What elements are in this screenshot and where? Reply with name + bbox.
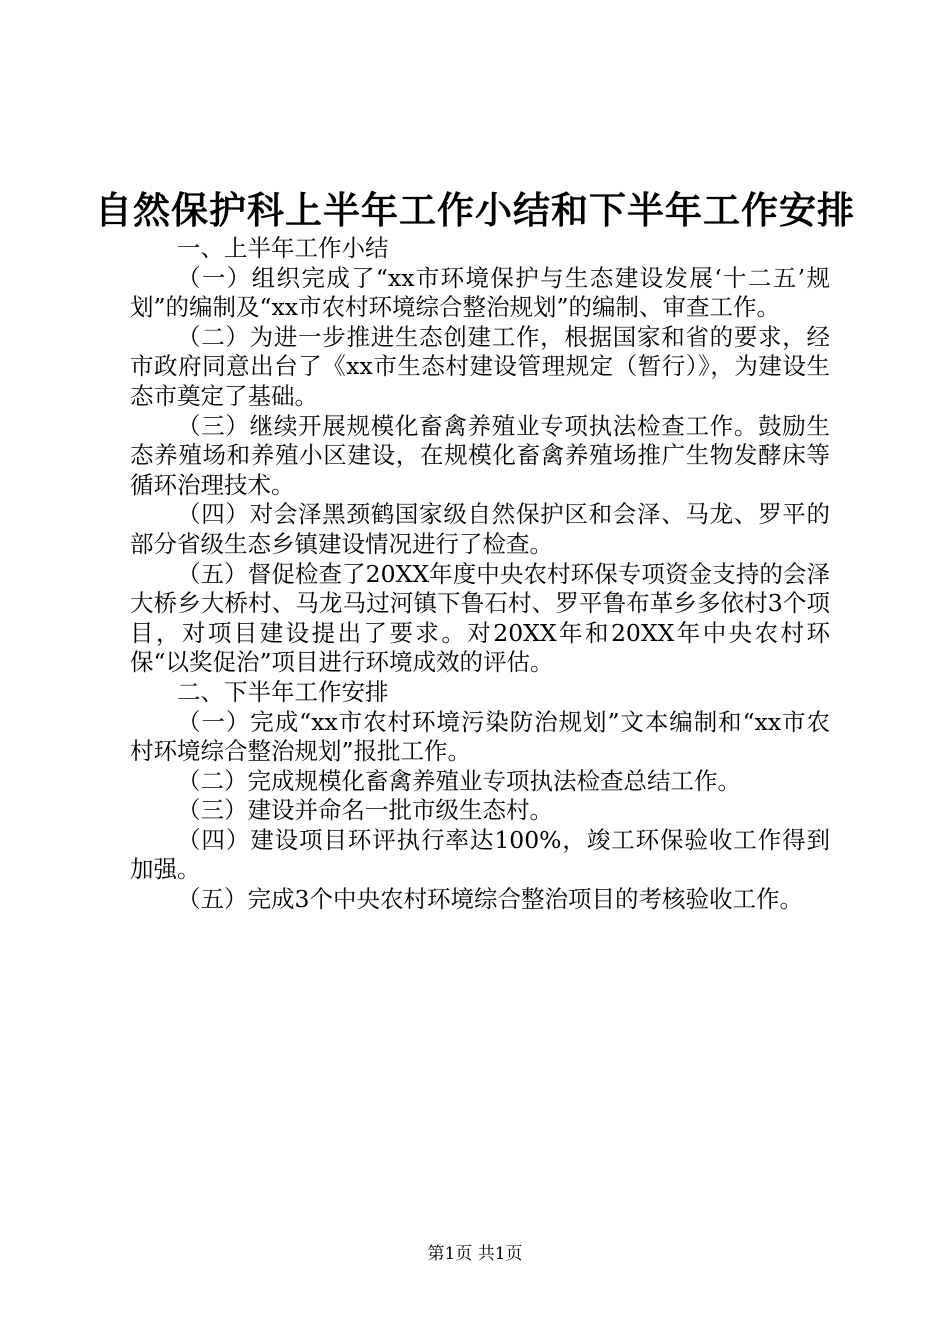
paragraph-item-3: （三）继续开展规模化畜禽养殖业专项执法检查工作。鼓励生态养殖场和养殖小区建设，在规模化畜禽养殖场推广生物发酵床等循环治理技术。 (130, 411, 830, 499)
paragraph-item-5: （五）督促检查了20XX年度中央农村环保专项资金支持的会泽大桥乡大桥村、马龙马过河镇下鲁石村、罗平鲁布革乡多依村3个项目，对项目建设提出了要求。对20XX年和20XX年中央农村环保“以奖促治”项目进行环境成效的评估。 (130, 559, 830, 677)
plan-item-4: （四）建设项目环评执行率达100%，竣工环保验收工作得到加强。 (130, 825, 830, 884)
paragraph-item-1: （一）组织完成了“xx市环境保护与生态建设发展‘十二五’规划”的编制及“xx市农村环境综合整治规划”的编制、审查工作。 (130, 263, 830, 322)
document-title: 自然保护科上半年工作小结和下半年工作安排 (95, 188, 855, 232)
section-heading-first-half: 一、上半年工作小结 (177, 234, 389, 262)
paragraph-item-4: （四）对会泽黑颈鹤国家级自然保护区和会泽、马龙、罗平的部分省级生态乡镇建设情况进行了检查。 (130, 500, 830, 558)
plan-item-5: （五）完成3个中央农村环境综合整治项目的考核验收工作。 (177, 885, 803, 914)
plan-item-3: （三）建设并命名一批市级生态村。 (177, 796, 553, 825)
plan-item-2: （二）完成规模化畜禽养殖业专项执法检查总结工作。 (177, 766, 741, 795)
document-body (130, 234, 830, 915)
paragraph-item-2: （二）为进一步推进生态创建工作，根据国家和省的要求，经市政府同意出台了《xx市生态村建设管理规定（暂行）》，为建设生态市奠定了基础。 (130, 322, 830, 410)
section-heading-second-half: 二、下半年工作安排 (177, 677, 389, 706)
page-footer: 第1页 共1页 (427, 1244, 523, 1264)
plan-item-1: （一）完成“xx市农村环境污染防治规划”文本编制和“xx市农村环境综合整治规划”报批工作。 (130, 707, 830, 766)
